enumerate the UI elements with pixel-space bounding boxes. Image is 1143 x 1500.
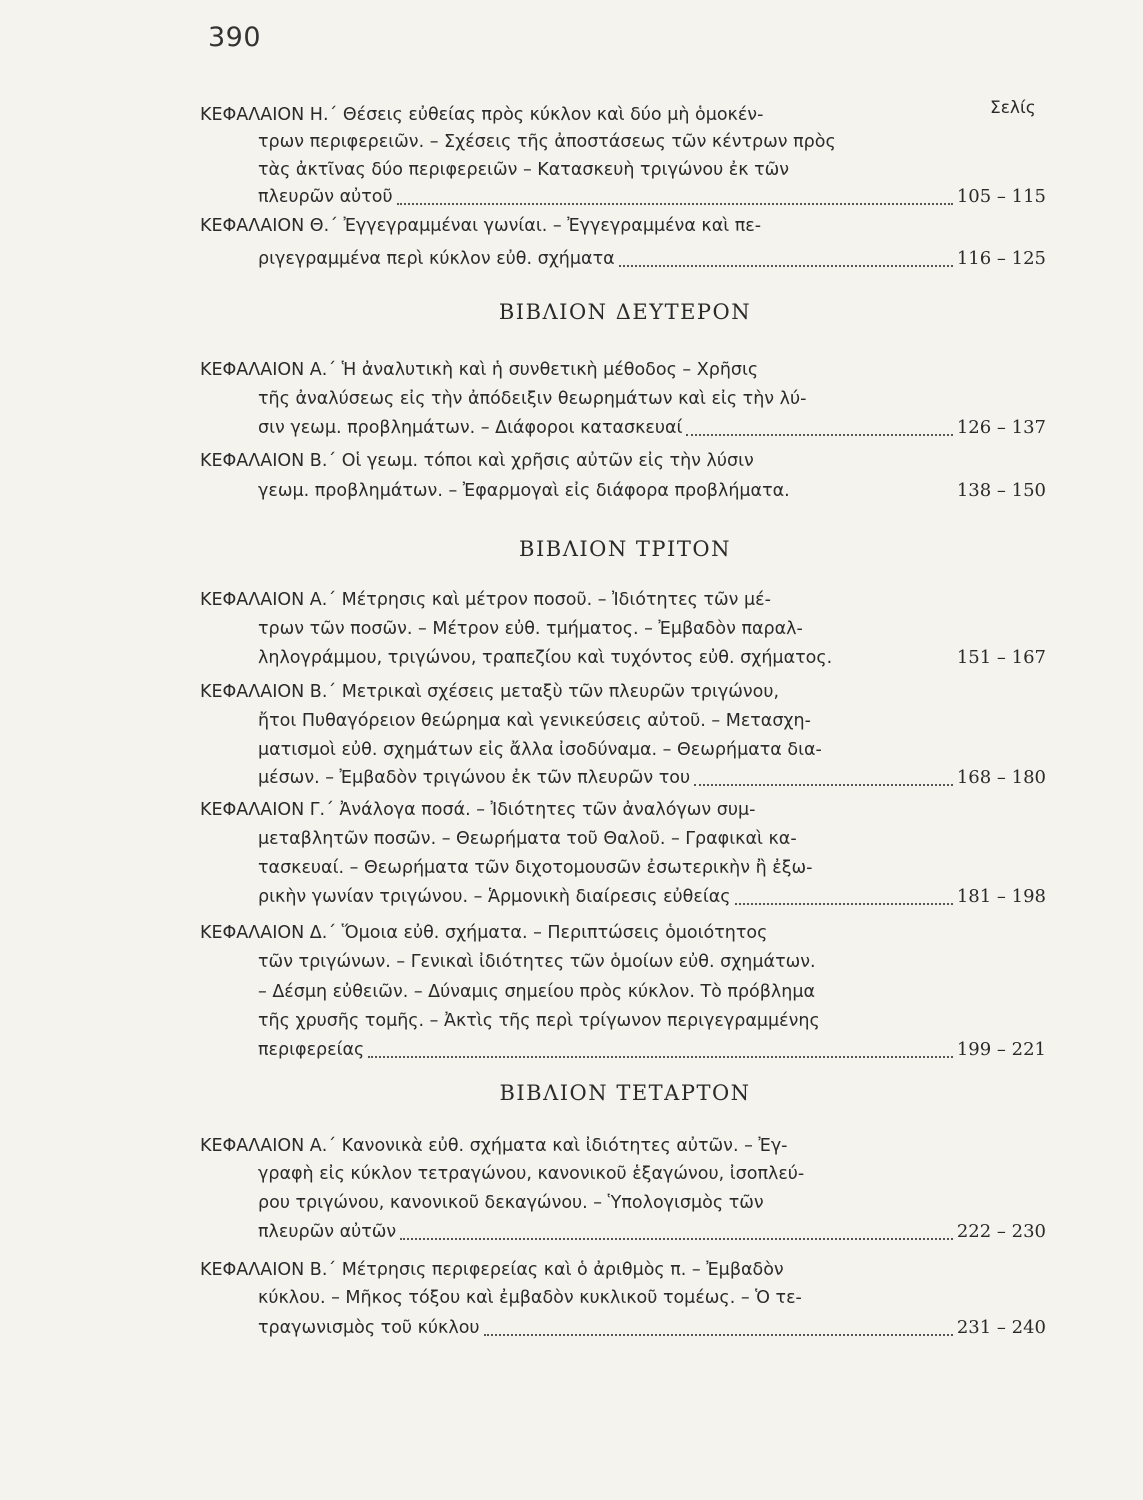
- chapter-description-line: τασκευαί. – Θεωρήματα τῶν διχοτομουσῶν ἐσωτερικὴν ἢ ἐξω-: [258, 858, 813, 878]
- chapter-description-line: ματισμοὶ εὐθ. σχημάτων εἰς ἄλλα ἰσοδύναμα. – Θεωρήματα δια-: [258, 740, 822, 760]
- chapter-last-line: [258, 182, 1046, 212]
- chapter-title-line: ΚΕΦΑΛΑΙΟΝ Α.΄ Ἡ ἀναλυτικὴ καὶ ἡ συνθετικὴ μέθοδος – Χρῆσις: [200, 360, 759, 380]
- chapter-title-line: ΚΕΦΑΛΑΙΟΝ Δ.΄ Ὅμοια εὐθ. σχήματα. – Περιπτώσεις ὁμοιότητος: [200, 923, 768, 943]
- chapter-title-line: ΚΕΦΑΛΑΙΟΝ Β.΄ Μετρικαὶ σχέσεις μεταξὺ τῶν πλευρῶν τριγώνου,: [200, 682, 780, 702]
- chapter-description-line: μεταβλητῶν ποσῶν. – Θεωρήματα τοῦ Θαλοῦ. – Γραφικαὶ κα-: [258, 829, 797, 849]
- dot-leader: [694, 784, 953, 786]
- dot-leader: [397, 203, 953, 205]
- chapter-description-line: μέσων. – Ἐμβαδὸν τριγώνου ἐκ τῶν πλευρῶν του: [258, 768, 691, 788]
- dot-leader: [619, 265, 953, 267]
- chapter-last-line: [258, 244, 1046, 274]
- chapter-description-line: πλευρῶν αὐτῶν: [258, 1222, 397, 1242]
- chapter-description-line: τῆς ἀναλύσεως εἰς τὴν ἀπόδειξιν θεωρημάτων καὶ εἰς τὴν λύ-: [258, 389, 807, 409]
- page-range: 231 – 240: [956, 1317, 1046, 1338]
- page-range: 126 – 137: [956, 417, 1046, 438]
- dot-leader: [686, 434, 952, 436]
- page-number: 390: [208, 22, 262, 53]
- chapter-last-line: [258, 1035, 1046, 1065]
- book-heading: ΒΙΒΛΙΟΝ ΤΕΤΑΡΤΟΝ: [499, 1081, 751, 1105]
- chapter-title-line: ΚΕΦΑΛΑΙΟΝ Γ.΄ Ἀνάλογα ποσά. – Ἰδιότητες τῶν ἀναλόγων συμ-: [200, 800, 756, 820]
- chapter-description-line: περιφερείας: [258, 1040, 365, 1060]
- book-heading: ΒΙΒΛΙΟΝ ΤΡΙΤΟΝ: [519, 537, 731, 561]
- chapter-description-line: γεωμ. προβλημάτων. – Ἐφαρμογαὶ εἰς διάφορα προβλήματα.: [258, 481, 790, 501]
- dot-leader: [735, 903, 953, 905]
- chapter-last-line: [258, 1217, 1046, 1247]
- chapter-title-line: ΚΕΦΑΛΑΙΟΝ Α.΄ Μέτρησις καὶ μέτρον ποσοῦ. – Ἰδιότητες τῶν μέ-: [200, 590, 771, 610]
- dot-leader: [484, 1334, 953, 1336]
- page-column-header: Σελίς: [990, 98, 1036, 118]
- page-range: 168 – 180: [956, 767, 1046, 788]
- chapter-description-line: τῆς χρυσῆς τομῆς. – Ἀκτὶς τῆς περὶ τρίγωνον περιγεγραμμένης: [258, 1011, 820, 1031]
- page-range: 199 – 221: [956, 1039, 1046, 1060]
- chapter-description-line: σιν γεωμ. προβλημάτων. – Διάφοροι κατασκευαί: [258, 418, 683, 438]
- page-range: 138 – 150: [956, 480, 1046, 501]
- chapter-description-line: τρων τῶν ποσῶν. – Μέτρον εὐθ. τμήματος. – Ἐμβαδὸν παραλ-: [258, 619, 803, 639]
- page-range: 181 – 198: [956, 886, 1046, 907]
- chapter-title-line: ΚΕΦΑΛΑΙΟΝ Α.΄ Κανονικὰ εὐθ. σχήματα καὶ ἰδιότητες αὐτῶν. – Ἐγ-: [200, 1136, 788, 1156]
- chapter-last-line: [258, 643, 1046, 673]
- page-range: 151 – 167: [956, 647, 1046, 668]
- chapter-last-line: [258, 413, 1046, 443]
- chapter-description-line: πλευρῶν αὐτοῦ: [258, 187, 393, 207]
- page-range: 105 – 115: [956, 186, 1046, 207]
- chapter-description-line: τῶν τριγώνων. – Γενικαὶ ἰδιότητες τῶν ὁμοίων εὐθ. σχημάτων.: [258, 952, 816, 972]
- dot-leader: [368, 1056, 953, 1058]
- chapter-description-line: γραφὴ εἰς κύκλον τετραγώνου, κανονικοῦ ἑξαγώνου, ἰσοπλεύ-: [258, 1164, 805, 1184]
- chapter-last-line: [258, 763, 1046, 793]
- chapter-title-line: ΚΕΦΑΛΑΙΟΝ Β.΄ Οἱ γεωμ. τόποι καὶ χρῆσις αὐτῶν εἰς τὴν λύσιν: [200, 451, 754, 471]
- chapter-title-line: ΚΕΦΑΛΑΙΟΝ Η.΄ Θέσεις εὐθείας πρὸς κύκλον καὶ δύο μὴ ὁμοκέν-: [200, 105, 764, 125]
- chapter-description-line: – Δέσμη εὐθειῶν. – Δύναμις σημείου πρὸς κύκλον. Τὸ πρόβλημα: [258, 982, 816, 1002]
- chapter-last-line: [258, 882, 1046, 912]
- chapter-title-line: ΚΕΦΑΛΑΙΟΝ Θ.΄ Ἐγγεγραμμέναι γωνίαι. – Ἐγγεγραμμένα καὶ πε-: [200, 216, 762, 236]
- chapter-description-line: ριγεγραμμένα περὶ κύκλον εὐθ. σχήματα: [258, 249, 615, 269]
- page-range: 222 – 230: [956, 1221, 1046, 1242]
- chapter-title-line: ΚΕΦΑΛΑΙΟΝ Β.΄ Μέτρησις περιφερείας καὶ ὁ ἀριθμὸς π. – Ἐμβαδὸν: [200, 1260, 784, 1280]
- chapter-last-line: [258, 1313, 1046, 1343]
- chapter-description-line: ρικὴν γωνίαν τριγώνου. – Ἁρμονικὴ διαίρεσις εὐθείας: [258, 887, 731, 907]
- chapter-description-line: τὰς ἀκτῖνας δύο περιφερειῶν – Κατασκευὴ τριγώνου ἐκ τῶν: [258, 160, 790, 180]
- chapter-description-line: ρου τριγώνου, κανονικοῦ δεκαγώνου. – Ὑπολογισμὸς τῶν: [258, 1193, 764, 1213]
- chapter-description-line: ληλογράμμου, τριγώνου, τραπεζίου καὶ τυχόντος εὐθ. σχήματος.: [258, 648, 833, 668]
- book-heading: ΒΙΒΛΙΟΝ ΔΕΥΤΕΡΟΝ: [498, 300, 752, 324]
- chapter-description-line: κύκλου. – Μῆκος τόξου καὶ ἐμβαδὸν κυκλικοῦ τομέως. – Ὁ τε-: [258, 1288, 802, 1308]
- chapter-description-line: ἤτοι Πυθαγόρειον θεώρημα καὶ γενικεύσεις αὐτοῦ. – Μετασχη-: [258, 711, 811, 731]
- chapter-last-line: [258, 476, 1046, 506]
- chapter-description-line: τρων περιφερειῶν. – Σχέσεις τῆς ἀποστάσεως τῶν κέντρων πρὸς: [258, 132, 836, 152]
- chapter-description-line: τραγωνισμὸς τοῦ κύκλου: [258, 1318, 480, 1338]
- dot-leader: [400, 1238, 953, 1240]
- page-range: 116 – 125: [956, 248, 1046, 269]
